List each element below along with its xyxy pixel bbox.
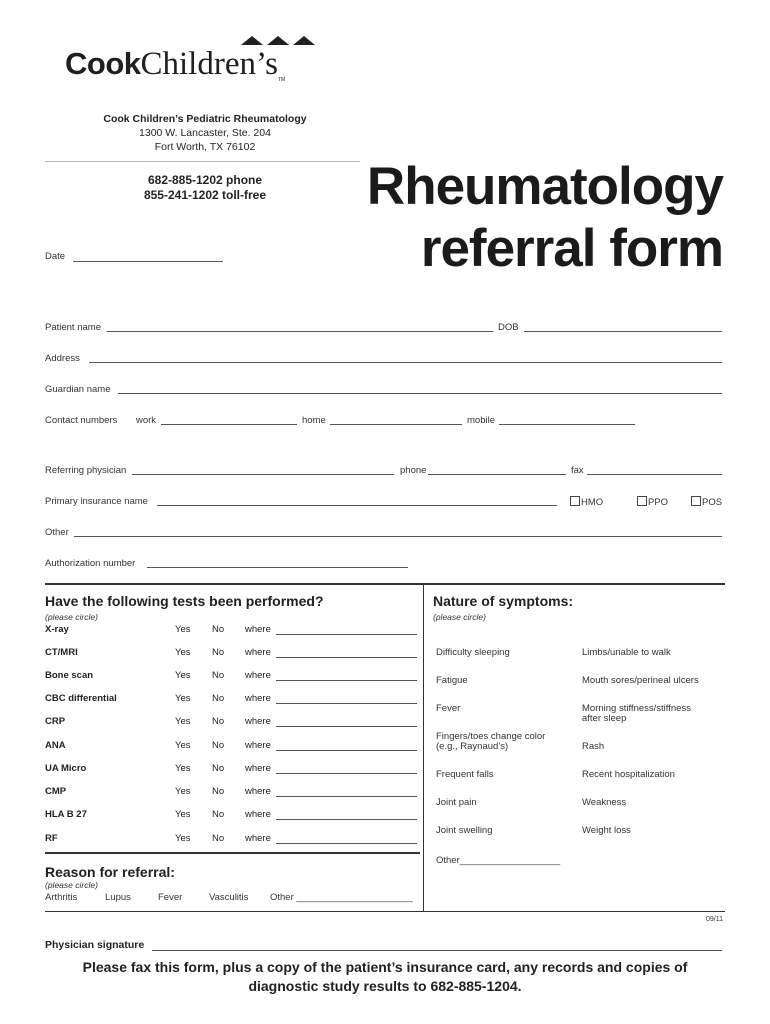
test-yes-option[interactable]: Yes: [175, 647, 191, 658]
clinic-street: 1300 W. Lancaster, Ste. 204: [139, 127, 271, 139]
test-where-label: where: [245, 786, 271, 797]
symptom-joint-pain[interactable]: Joint pain: [436, 797, 477, 808]
test-name-bone-scan: Bone scan: [45, 670, 94, 681]
pos-checkbox[interactable]: [691, 496, 701, 506]
test-where-label: where: [245, 763, 271, 774]
guardian-field[interactable]: [118, 393, 722, 394]
symptom-difficulty-sleeping[interactable]: Difficulty sleeping: [436, 647, 510, 658]
test-where-field[interactable]: [276, 773, 417, 774]
test-name-hla-b-27: HLA B 27: [45, 809, 87, 820]
symptoms-please-circle: (please circle): [433, 612, 486, 622]
fax-instructions-line2: diagnostic study results to 682-885-1204.: [248, 978, 522, 994]
insurance-label: Primary insurance name: [45, 496, 148, 507]
symptom-fatigue[interactable]: Fatigue: [436, 675, 468, 686]
test-name-cmp: CMP: [45, 786, 67, 797]
reason-top-rule: [45, 852, 420, 854]
hmo-label: HMO: [581, 497, 604, 508]
referring-physician-label: Referring physician: [45, 465, 127, 476]
physician-phone-label: phone: [400, 465, 427, 476]
symptom-weight-loss[interactable]: Weight loss: [582, 825, 631, 836]
test-where-field[interactable]: [276, 796, 417, 797]
ppo-option[interactable]: [637, 496, 668, 508]
tests-heading: Have the following tests been performed?: [45, 593, 324, 609]
form-title-line2: referral form: [420, 219, 723, 278]
symptom-mouth-sores[interactable]: Mouth sores/perineal ulcers: [582, 675, 699, 686]
signature-field[interactable]: [152, 950, 722, 951]
test-name-cbc-differential: CBC differential: [45, 693, 117, 704]
test-no-option[interactable]: No: [212, 740, 225, 751]
home-phone-field[interactable]: [330, 424, 462, 425]
test-name-crp: CRP: [45, 716, 66, 727]
logo-tm: TM: [278, 77, 286, 83]
test-name-x-ray: X-ray: [45, 624, 69, 635]
test-where-label: where: [245, 740, 271, 751]
test-name-ct-mri: CT/MRI: [45, 647, 78, 658]
test-where-label: where: [245, 833, 271, 844]
reason-arthritis[interactable]: Arthritis: [45, 892, 78, 903]
date-field[interactable]: [73, 261, 223, 262]
other-field[interactable]: [74, 536, 722, 537]
address-label: Address: [45, 353, 80, 364]
logo-triangle-icon: [267, 36, 289, 45]
reason-heading: Reason for referral:: [45, 864, 175, 880]
symptoms-heading: Nature of symptoms:: [433, 593, 574, 609]
date-label: Date: [45, 251, 66, 262]
authorization-field[interactable]: [147, 567, 408, 568]
address-divider: [45, 161, 360, 162]
test-no-option[interactable]: No: [212, 670, 225, 681]
referring-physician-field[interactable]: [132, 474, 394, 475]
reason-lupus[interactable]: Lupus: [105, 892, 131, 903]
pos-label: POS: [702, 497, 723, 508]
clinic-address: [45, 112, 365, 154]
patient-name-field[interactable]: [107, 331, 493, 332]
fax-instructions-line1: Please fax this form, plus a copy of the patient’s insurance card, any records and copies of: [82, 959, 688, 975]
symptom-raynauds[interactable]: (e.g., Raynaud’s): [436, 741, 509, 752]
symptom-recent-hospitalization[interactable]: Recent hospitalization: [582, 769, 675, 780]
test-yes-option[interactable]: Yes: [175, 786, 191, 797]
test-where-field[interactable]: [276, 680, 417, 681]
test-no-option[interactable]: No: [212, 624, 225, 635]
reason-fever[interactable]: Fever: [158, 892, 183, 903]
clinic-name: Cook Children’s Pediatric Rheumatology: [103, 113, 307, 125]
test-where-field[interactable]: [276, 703, 417, 704]
fax-instructions: [0, 958, 770, 996]
symptom-after-sleep[interactable]: after sleep: [582, 713, 627, 724]
test-where-field[interactable]: [276, 819, 417, 820]
clinic-tollfree: 855-241-1202 toll-free: [143, 188, 267, 202]
test-no-option[interactable]: No: [212, 647, 225, 658]
hmo-checkbox[interactable]: [570, 496, 580, 506]
dob-label: DOB: [498, 322, 519, 333]
reason-please-circle: (please circle): [45, 880, 98, 890]
test-yes-option[interactable]: Yes: [175, 693, 191, 704]
clinic-phone: 682-885-1202 phone: [147, 173, 263, 187]
test-no-option[interactable]: No: [212, 763, 225, 774]
test-where-field[interactable]: [276, 750, 417, 751]
test-yes-option[interactable]: Yes: [175, 763, 191, 774]
symptom-fingers-toes[interactable]: Fingers/toes change color: [436, 731, 546, 742]
test-where-label: where: [245, 624, 271, 635]
test-no-option[interactable]: No: [212, 716, 225, 727]
mobile-phone-field[interactable]: [499, 424, 635, 425]
test-yes-option[interactable]: Yes: [175, 833, 191, 844]
test-no-option[interactable]: No: [212, 693, 225, 704]
symptom-other[interactable]: Other___________________: [436, 855, 561, 866]
symptom-frequent-falls[interactable]: Frequent falls: [436, 769, 494, 780]
test-where-field[interactable]: [276, 657, 417, 658]
test-no-option[interactable]: No: [212, 786, 225, 797]
clinic-phones: [45, 173, 365, 203]
logo-triangle-icon: [241, 36, 263, 45]
clinic-city: Fort Worth, TX 76102: [154, 141, 256, 153]
test-yes-option[interactable]: Yes: [175, 624, 191, 635]
physician-fax-field[interactable]: [587, 474, 722, 475]
logo-triangle-icon: [293, 36, 315, 45]
test-where-label: where: [245, 693, 271, 704]
patient-name-label: Patient name: [45, 322, 101, 333]
insurance-field[interactable]: [157, 505, 557, 506]
physician-phone-field[interactable]: [428, 474, 566, 475]
test-yes-option[interactable]: Yes: [175, 716, 191, 727]
symptom-limbs[interactable]: Limbs/unable to walk: [582, 647, 671, 658]
dob-field[interactable]: [524, 331, 722, 332]
test-where-label: where: [245, 809, 271, 820]
mobile-label: mobile: [467, 415, 495, 426]
test-no-option[interactable]: No: [212, 809, 225, 820]
other-label: Other: [45, 527, 69, 538]
ppo-checkbox[interactable]: [637, 496, 647, 506]
symptom-rash[interactable]: Rash: [582, 741, 605, 752]
address-field[interactable]: [89, 362, 722, 363]
authorization-label: Authorization number: [45, 558, 136, 569]
test-where-field[interactable]: [276, 726, 417, 727]
contact-numbers-label: Contact numbers: [45, 415, 118, 426]
symptom-morning-stiffness[interactable]: Morning stiffness/stiffness: [582, 703, 691, 714]
work-phone-field[interactable]: [161, 424, 297, 425]
test-yes-option[interactable]: Yes: [175, 809, 191, 820]
logo-cook-text: Cook: [65, 46, 141, 81]
test-name-ana: ANA: [45, 740, 66, 751]
home-label: home: [302, 415, 326, 426]
physician-fax-label: fax: [571, 465, 584, 476]
reason-other[interactable]: Other ______________________: [270, 892, 413, 903]
guardian-label: Guardian name: [45, 384, 111, 395]
tests-please-circle: (please circle): [45, 612, 98, 622]
symptom-fever[interactable]: Fever: [436, 703, 461, 714]
reason-vasculitis[interactable]: Vasculitis: [209, 892, 249, 903]
logo-childrens-text: Children’s: [140, 46, 278, 82]
cook-childrens-logo: [65, 36, 365, 84]
section-vertical-rule: [423, 584, 424, 912]
symptom-weakness[interactable]: Weakness: [582, 797, 627, 808]
test-name-rf: RF: [45, 833, 58, 844]
test-where-field[interactable]: [276, 843, 417, 844]
test-name-ua-micro: UA Micro: [45, 763, 87, 774]
hmo-option[interactable]: [570, 496, 603, 508]
section-bottom-rule: [45, 911, 725, 912]
test-where-label: where: [245, 670, 271, 681]
form-title-line1: Rheumatology: [366, 157, 723, 216]
test-where-field[interactable]: [276, 634, 417, 635]
form-code: 09/11: [706, 916, 723, 923]
ppo-label: PPO: [648, 497, 669, 508]
test-yes-option[interactable]: Yes: [175, 670, 191, 681]
symptom-joint-swelling[interactable]: Joint swelling: [436, 825, 493, 836]
work-label: work: [136, 415, 157, 426]
test-no-option[interactable]: No: [212, 833, 225, 844]
signature-label: Physician signature: [45, 939, 145, 951]
pos-option[interactable]: [691, 496, 722, 508]
test-where-label: where: [245, 647, 271, 658]
section-top-rule: [45, 583, 725, 585]
test-yes-option[interactable]: Yes: [175, 740, 191, 751]
test-where-label: where: [245, 716, 271, 727]
